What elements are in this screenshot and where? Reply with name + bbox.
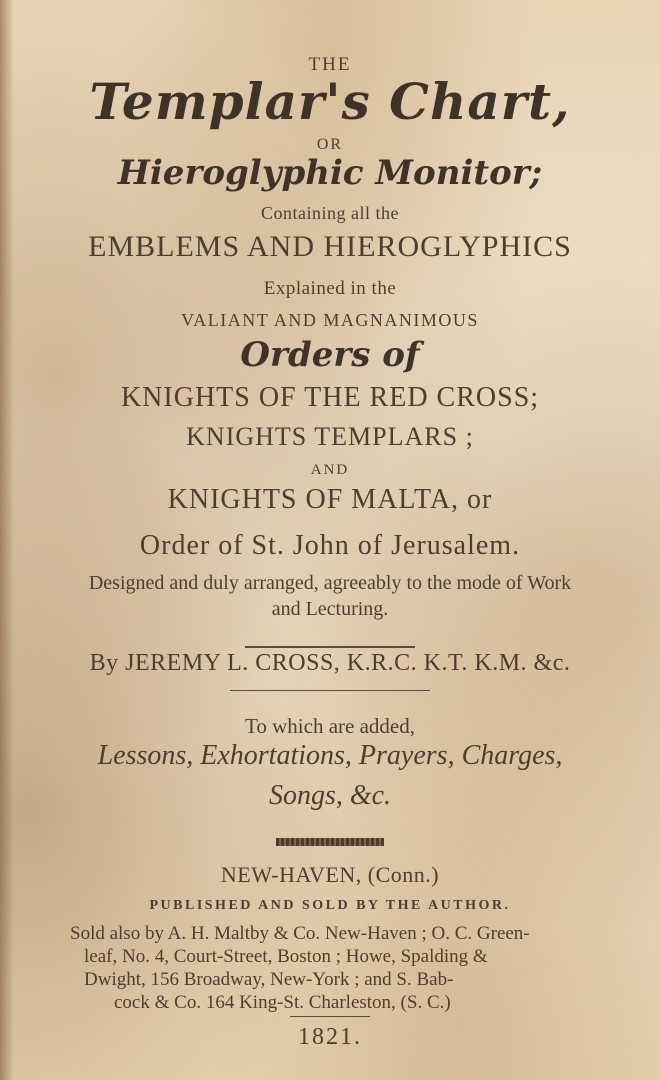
lessons-line: Lessons, Exhortations, Prayers, Charges, [97,740,563,771]
divider-rule [290,1016,370,1017]
divider-rule [245,646,415,648]
published-line: PUBLISHED AND SOLD BY THE AUTHOR. [149,898,511,913]
songs-line: Songs, &c. [268,780,392,811]
sub-title: Hieroglyphic Monitor; [117,153,543,193]
explained-line: Explained in the [263,278,397,299]
publication-year: 1821. [298,1024,362,1050]
sellers-line: Dwight, 156 Broadway, New-York ; and S. Bab- [84,969,454,990]
templars-line: KNIGHTS TEMPLARS ; [186,422,474,451]
sellers-line: Sold also by A. H. Maltby & Co. New-Haven ; O. C. Green- [70,923,530,944]
sellers-paragraph [70,922,630,1014]
title-or: OR [316,136,344,153]
sellers-line: cock & Co. 164 King-St. Charleston, (S. C.) [114,992,451,1013]
jerusalem-line: Order of St. John of Jerusalem. [139,530,521,561]
ornament-divider [276,838,384,846]
red-cross-line: KNIGHTS OF THE RED CROSS; [120,382,540,413]
author-line: By JEREMY L. CROSS, K.R.C. K.T. K.M. &c. [89,650,571,676]
place-line: NEW-HAVEN, (Conn.) [220,862,440,887]
malta-line: KNIGHTS OF MALTA, or [167,484,493,515]
designed-line-1: Designed and duly arranged, agreeably to the mode of Work [88,572,572,594]
emblems-line: EMBLEMS AND HIEROGLYPHICS [88,230,572,263]
divider-rule [230,690,430,691]
main-title: Templar's Chart, [89,72,571,131]
added-line: To which are added, [245,714,415,738]
valiant-line: VALIANT AND MAGNANIMOUS [181,310,479,330]
and-line: AND [310,462,350,478]
title-article: THE [308,54,352,75]
orders-heading: Orders of [240,335,420,375]
containing-line: Containing all the [261,203,399,223]
designed-line-2: and Lecturing. [271,598,389,620]
sellers-line: leaf, No. 4, Court-Street, Boston ; Howe, Spalding & [84,946,488,967]
